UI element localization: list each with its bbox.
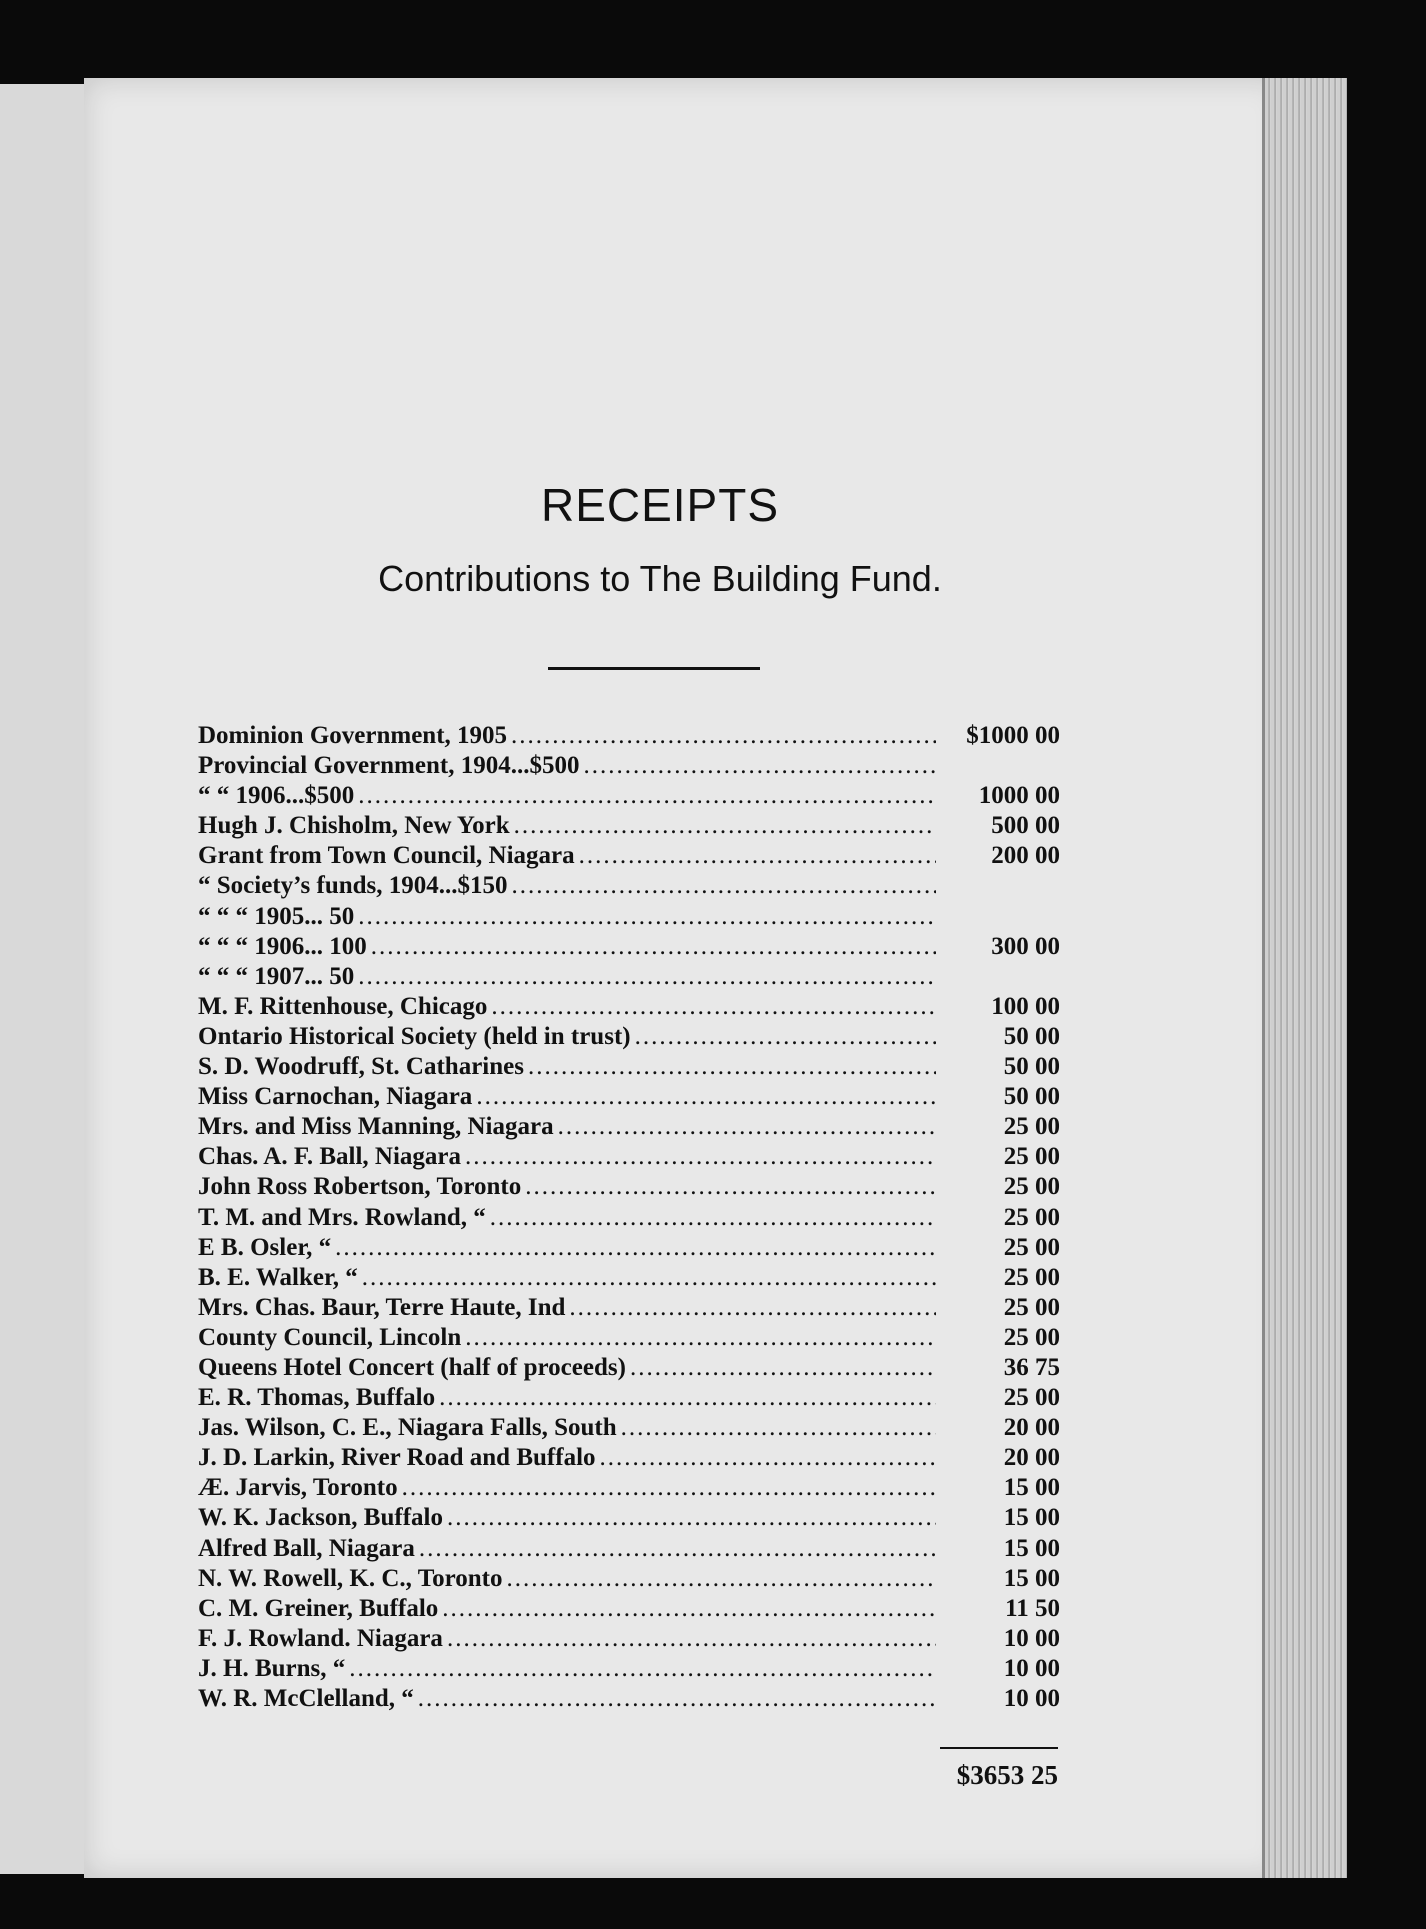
- contributor-name: Miss Carnochan, Niagara: [198, 1083, 473, 1111]
- contribution-amount: 25 00: [1003, 1263, 1060, 1291]
- contribution-row: [198, 1083, 1060, 1113]
- contribution-amount: 25 00: [1003, 1384, 1060, 1412]
- contributor-name: Provincial Government, 1904...$500: [198, 752, 580, 780]
- contribution-amount: 50 00: [1003, 1053, 1060, 1081]
- contributor-name: Queens Hotel Concert (half of proceeds): [198, 1353, 626, 1381]
- dot-leader: [465, 1143, 936, 1171]
- dot-leader: [514, 812, 936, 840]
- dot-leader: [439, 1384, 936, 1412]
- contribution-row: [198, 1053, 1060, 1083]
- contribution-row: [198, 722, 1060, 752]
- contribution-row: [198, 1234, 1060, 1264]
- contribution-row: [198, 933, 1060, 963]
- dot-leader: [635, 1023, 936, 1051]
- contributor-name: F. J. Rowland. Niagara: [198, 1624, 443, 1652]
- dot-leader: [511, 722, 936, 750]
- title-divider: [548, 667, 760, 670]
- contribution-amount: 25 00: [1003, 1143, 1060, 1171]
- contribution-row: [198, 1504, 1060, 1534]
- contributor-name: E. R. Thomas, Buffalo: [198, 1384, 436, 1412]
- contributor-name: Hugh J. Chisholm, New York: [198, 812, 510, 840]
- dot-leader: [476, 1083, 936, 1111]
- dot-leader: [419, 1535, 936, 1563]
- dot-leader: [358, 963, 936, 991]
- contribution-row: [198, 1294, 1060, 1324]
- contributor-name: J. D. Larkin, River Road and Buffalo: [198, 1444, 596, 1472]
- dot-leader: [621, 1414, 936, 1442]
- dot-leader: [447, 1504, 936, 1532]
- contribution-row: [198, 1565, 1060, 1595]
- dot-leader: [630, 1354, 936, 1382]
- contribution-row: [198, 1264, 1060, 1294]
- contribution-row: [198, 1655, 1060, 1685]
- contribution-amount: 25 00: [1003, 1173, 1060, 1201]
- contribution-row: [198, 872, 1060, 902]
- contribution-amount: 25 00: [1003, 1203, 1060, 1231]
- dot-leader: [362, 1264, 936, 1292]
- dot-leader: [335, 1234, 936, 1262]
- contribution-amount: 10 00: [1003, 1685, 1060, 1712]
- contribution-row: [198, 1384, 1060, 1414]
- page-title: RECEIPTS: [540, 479, 780, 531]
- contributor-name: Mrs. Chas. Baur, Terre Haute, Ind: [198, 1293, 566, 1321]
- contributor-name: “ “ “ 1905... 50: [198, 902, 355, 930]
- contributor-name: J. H. Burns, “: [198, 1654, 346, 1682]
- contribution-row: [198, 1414, 1060, 1444]
- dot-leader: [512, 872, 936, 900]
- contributor-name: Mrs. and Miss Manning, Niagara: [198, 1113, 554, 1141]
- contribution-row: [198, 963, 1060, 993]
- dot-leader: [490, 1204, 936, 1232]
- contributor-name: Jas. Wilson, C. E., Niagara Falls, South: [198, 1414, 617, 1442]
- contributor-name: John Ross Robertson, Toronto: [198, 1173, 522, 1201]
- dot-leader: [465, 1324, 936, 1352]
- contribution-row: [198, 752, 1060, 782]
- contribution-amount: 10 00: [1003, 1654, 1060, 1682]
- contribution-row: [198, 812, 1060, 842]
- dot-leader: [525, 1173, 936, 1201]
- dot-leader: [358, 903, 936, 931]
- page-subtitle: Contributions to The Building Fund.: [378, 558, 942, 599]
- contributor-name: C. M. Greiner, Buffalo: [198, 1594, 439, 1622]
- total-amount: $3653 25: [956, 1760, 1058, 1790]
- contribution-row: [198, 1143, 1060, 1173]
- contribution-amount: 11 50: [1005, 1594, 1060, 1622]
- dot-leader: [418, 1685, 936, 1713]
- contributor-name: Grant from Town Council, Niagara: [198, 842, 575, 870]
- dot-leader: [506, 1565, 936, 1593]
- contributor-name: Alfred Ball, Niagara: [198, 1534, 415, 1562]
- contribution-amount: 300 00: [991, 932, 1060, 960]
- contribution-amount: 500 00: [991, 812, 1060, 840]
- contributor-name: Ontario Historical Society (held in trust): [198, 1022, 631, 1050]
- contribution-amount: 200 00: [991, 842, 1060, 870]
- contribution-amount: 25 00: [1003, 1113, 1060, 1141]
- contribution-row: [198, 993, 1060, 1023]
- contribution-row: [198, 1474, 1060, 1504]
- contributor-name: “ Society’s funds, 1904...$150: [198, 872, 508, 900]
- contribution-row: [198, 782, 1060, 812]
- contributor-name: M. F. Rittenhouse, Chicago: [198, 992, 488, 1020]
- dot-leader: [558, 1113, 936, 1141]
- dot-leader: [358, 782, 936, 810]
- dot-leader: [402, 1474, 936, 1502]
- contribution-amount: 20 00: [1003, 1414, 1060, 1442]
- contributor-name: County Council, Lincoln: [198, 1323, 462, 1351]
- contribution-row: [198, 1204, 1060, 1234]
- dot-leader: [600, 1444, 936, 1472]
- contribution-row: [198, 1685, 1060, 1715]
- facing-page-edge: [0, 84, 88, 1874]
- contributor-name: B. E. Walker, “: [198, 1263, 358, 1291]
- contributor-name: T. M. and Mrs. Rowland, “: [198, 1203, 486, 1231]
- contribution-amount: 36 75: [1003, 1353, 1060, 1381]
- contribution-row: [198, 1535, 1060, 1565]
- contributor-name: S. D. Woodruff, St. Catharines: [198, 1053, 524, 1081]
- dot-leader: [583, 752, 936, 780]
- contribution-row: [198, 842, 1060, 872]
- contributor-name: W. R. McClelland, “: [198, 1685, 414, 1712]
- contribution-amount: 25 00: [1003, 1323, 1060, 1351]
- contribution-row: [198, 1113, 1060, 1143]
- contributor-name: Chas. A. F. Ball, Niagara: [198, 1143, 462, 1171]
- contributions-list: [198, 722, 1060, 1715]
- contribution-amount: 25 00: [1003, 1233, 1060, 1261]
- dot-leader: [569, 1294, 936, 1322]
- contribution-amount: 1000 00: [978, 782, 1060, 810]
- contribution-row: [198, 1595, 1060, 1625]
- contribution-amount: $1000 00: [966, 722, 1060, 749]
- page-stack-edge: [1262, 78, 1347, 1878]
- contribution-amount: 15 00: [1003, 1474, 1060, 1502]
- total-divider: [940, 1747, 1058, 1749]
- dot-leader: [491, 993, 936, 1021]
- contributor-name: N. W. Rowell, K. C., Toronto: [198, 1564, 503, 1592]
- contributor-name: “ “ 1906...$500: [198, 782, 355, 810]
- contribution-row: [198, 1354, 1060, 1384]
- contribution-amount: 15 00: [1003, 1534, 1060, 1562]
- contribution-amount: 15 00: [1003, 1504, 1060, 1532]
- contribution-amount: 50 00: [1003, 1083, 1060, 1111]
- contribution-amount: 20 00: [1003, 1444, 1060, 1472]
- contribution-row: [198, 1173, 1060, 1203]
- contributor-name: Dominion Government, 1905: [198, 722, 508, 749]
- contribution-row: [198, 1023, 1060, 1053]
- dot-leader: [579, 842, 936, 870]
- contribution-amount: 50 00: [1003, 1022, 1060, 1050]
- contributor-name: “ “ “ 1907... 50: [198, 962, 355, 990]
- contribution-row: [198, 1625, 1060, 1655]
- contribution-amount: 100 00: [991, 992, 1060, 1020]
- contributor-name: W. K. Jackson, Buffalo: [198, 1504, 443, 1532]
- dot-leader: [447, 1625, 936, 1653]
- contribution-amount: 25 00: [1003, 1293, 1060, 1321]
- contributor-name: E B. Osler, “: [198, 1233, 332, 1261]
- dot-leader: [371, 933, 936, 961]
- contribution-row: [198, 1444, 1060, 1474]
- dot-leader: [528, 1053, 936, 1081]
- contribution-row: [198, 903, 1060, 933]
- dot-leader: [442, 1595, 936, 1623]
- contributor-name: “ “ “ 1906... 100: [198, 932, 367, 960]
- contribution-amount: 15 00: [1003, 1564, 1060, 1592]
- contribution-amount: 10 00: [1003, 1624, 1060, 1652]
- contribution-row: [198, 1324, 1060, 1354]
- dot-leader: [349, 1655, 936, 1683]
- contributor-name: Æ. Jarvis, Toronto: [198, 1474, 398, 1502]
